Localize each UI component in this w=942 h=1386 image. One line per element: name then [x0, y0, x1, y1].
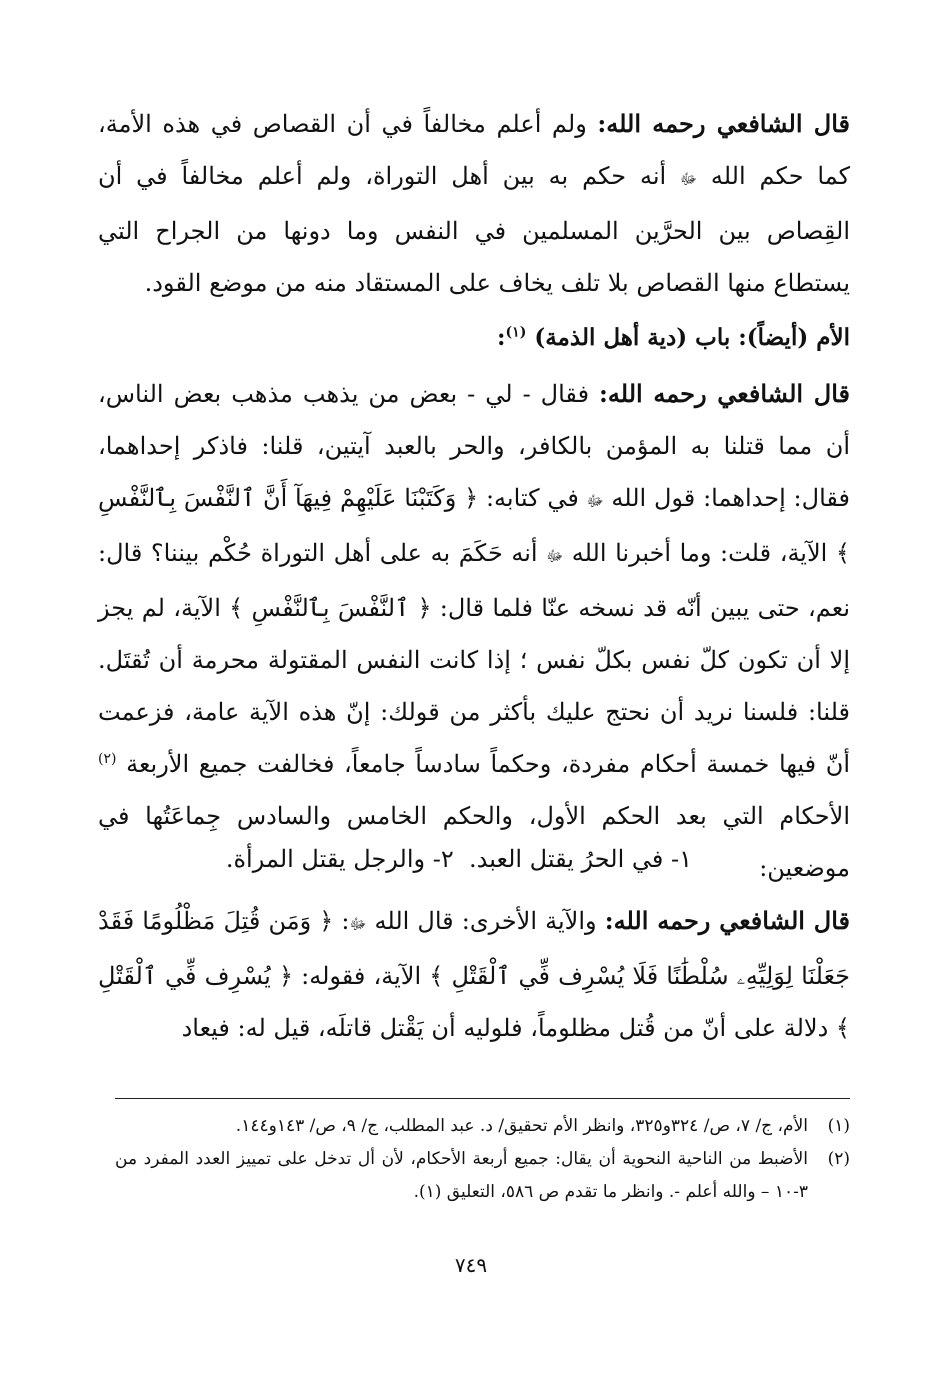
honorific-glyph: ﷻ — [349, 915, 367, 933]
footnote-1 — [115, 1110, 850, 1143]
paragraph-2-text-d: الأحكام التي بعد الحكم الأول، والحكم الخامس والسادس جِماعَتُها في موضعين: — [98, 802, 850, 882]
footnote-number: (٢) — [827, 1149, 850, 1169]
honorific-glyph: ﷻ — [586, 492, 604, 510]
heading-colon: : — [497, 324, 506, 351]
speaker-label: قال الشافعي رحمه الله: — [599, 379, 850, 408]
paragraph-3 — [98, 895, 850, 1054]
paragraph-1-text-b: أنه حكم به بين أهل التوراة، ولم أعلم مخالفاً في أن القِصاص بين الحرَّين المسلمين في النفس وما دونها من الجراح التي يستطاع منها القصاص بلا تلف يخاف على المستقاد منه من موضع القود. — [98, 162, 850, 297]
paragraph-1 — [98, 98, 850, 309]
footnote-2 — [115, 1143, 850, 1209]
list-item-1: ١- في الحرُ يقتل العبد. — [469, 845, 692, 873]
footnote-number: (١) — [827, 1116, 850, 1136]
footnote-ref-2: (٢) — [98, 751, 117, 767]
section-heading — [98, 318, 850, 358]
paragraph-1-text-a: ولم أعلم مخالفاً في أن القصاص في هذه الأمة، كما حكم الله — [98, 110, 851, 190]
paragraph-3-text-a: والآية الأخرى: قال الله — [366, 907, 605, 935]
speaker-label: قال الشافعي رحمه الله: — [604, 906, 850, 935]
footnote-divider — [115, 1098, 850, 1099]
paragraph-2-text-c: أنه حَكَمَ به على أهل التوراة حُكْم بيننا؟ قال: نعم، حتى يبين أنّه قد نسخه عنّا فلما قال: ﴿ ٱلنَّفْسَ بِٱلنَّفْسِ ﴾ الآية، لم يجز إلا أن تكون كلّ نفس بكلّ نفس ؛ إذا كانت النفس المقتولة محرمة أن تُقتَل. قلنا: فلسنا نريد أن نحتج عليك بأكثر من قولك: إنّ هذه الآية عامة، فزعمت أنّ فيها خمسة أحكام مفردة، وحكماً سادساً جامعاً، فخالفت جميع الأربعة — [98, 539, 851, 778]
honorific-glyph: ﷻ — [546, 547, 564, 565]
footnote-text: الأضبط من الناحية النحوية أن يقال: جميع أربعة الأحكام، لأن أل تدخل على تمييز العدد المفرد من ٣-١٠ – والله أعلم -. وانظر ما تقدم ص ٥٨٦، التعليق (١). — [115, 1149, 808, 1202]
paragraph-2 — [98, 368, 850, 894]
honorific-glyph: ﷻ — [680, 170, 697, 188]
list-item-2: ٢- والرجل يقتل المرأة. — [225, 845, 454, 873]
heading-text: الأم (أيضاً): باب (دية أهل الذمة) — [534, 324, 850, 351]
speaker-label: قال الشافعي رحمه الله: — [597, 109, 850, 138]
page-number: ٧٤٩ — [454, 1253, 488, 1277]
footnotes — [115, 1110, 850, 1209]
paragraph-3-text-b: : ﴿ وَمَن قُتِلَ مَظْلُومًا فَقَدْ جَعَلْنَا لِوَلِيِّهِۦ سُلْطَٰنًا فَلَا يُسْرِف فِّي ٱلْقَتْلِ ﴾ الآية، فقوله: ﴿ يُسْرِف فِّي ٱلْقَتْلِ ﴾ دلالة على أنّ من قُتل مظلوماً، فلوليه أن يَقْتل قاتلَه، قيل له: فيعاد — [98, 907, 850, 1042]
paragraph-2-text-a: فقال - لي - بعض من يذهب مذهب بعض الناس، أن مما قتلنا به المؤمن بالكافر، والحر بالعبد آيتين، قلنا: فاذكر إحداهما، فقال: إحداهما: قول الله — [98, 380, 851, 512]
footnote-text: الأم، ج/ ٧، ص/ ٣٢٤و٣٢٥، وانظر الأم تحقيق/ د. عبد المطلب، ج/ ٩، ص/ ١٤٣و١٤٤. — [235, 1116, 808, 1136]
enumerated-list — [92, 833, 692, 885]
footnote-ref-1: (١) — [505, 324, 527, 341]
paragraph-2-text-b: في كتابه: ﴿ وَكَتَبْنَا عَلَيْهِمْ فِيهَآ أَنَّ ٱلنَّفْسَ بِٱلنَّفْسِ ﴾ الآية، قلت: وما أخبرنا الله — [98, 484, 850, 567]
